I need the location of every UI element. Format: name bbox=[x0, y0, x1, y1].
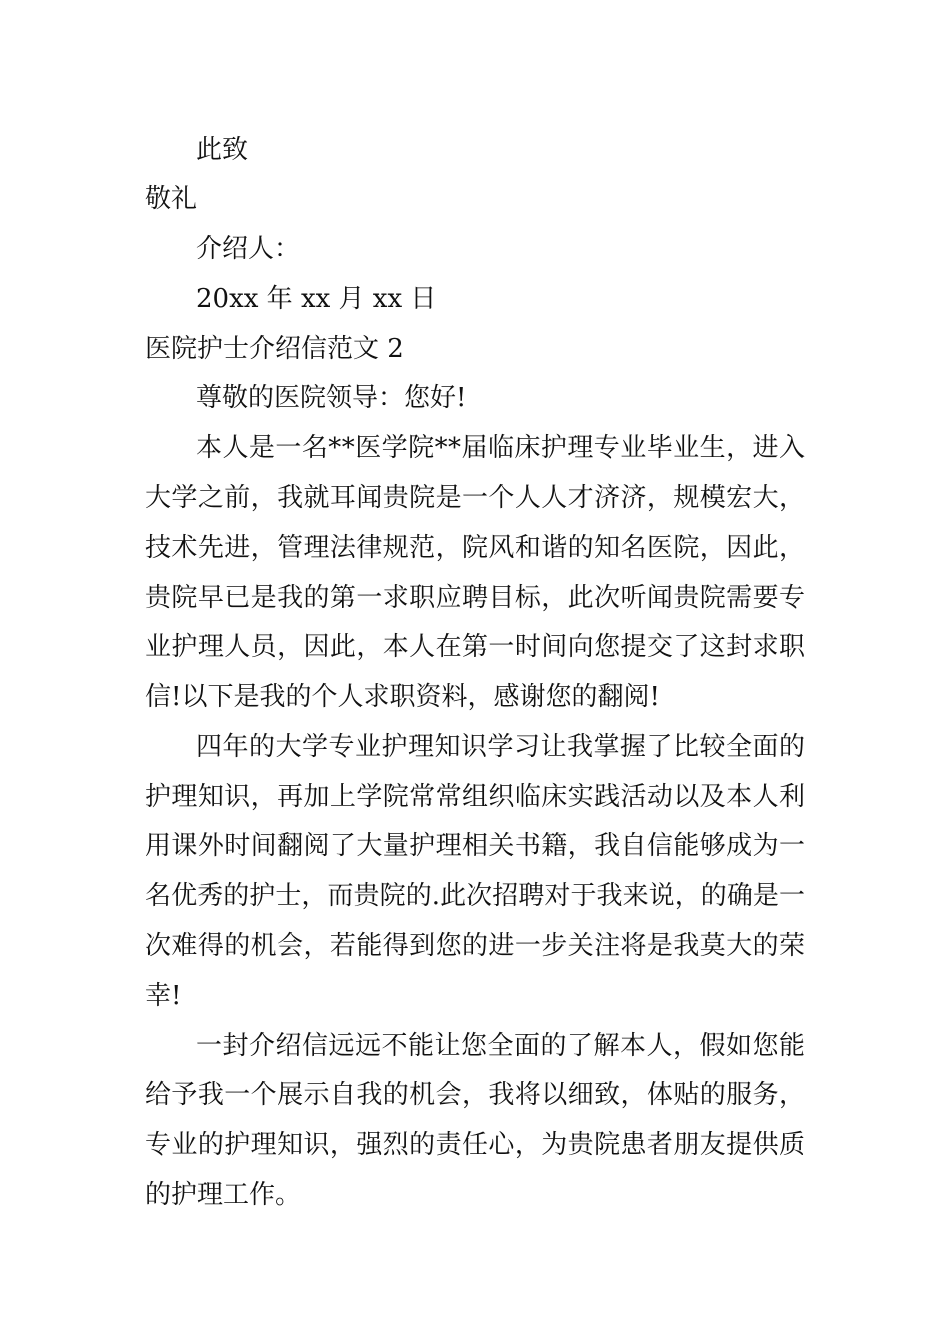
para1-line: 贵院早已是我的第一求职应聘目标，此次听闻贵院需要专 bbox=[145, 583, 806, 613]
para3-line: 给予我一个展示自我的机会，我将以细致，体贴的服务， bbox=[145, 1080, 806, 1110]
section-title: 医院护士介绍信范文 2 bbox=[145, 334, 404, 364]
para1-line: 本人是一名**医学院**届临床护理专业毕业生，进入 bbox=[196, 433, 806, 463]
closing-salutation: 此致 bbox=[196, 135, 249, 165]
para1-line: 信!以下是我的个人求职资料，感谢您的翻阅! bbox=[145, 682, 660, 712]
para3-line: 的护理工作。 bbox=[145, 1180, 302, 1210]
para2-line: 用课外时间翻阅了大量护理相关书籍，我自信能够成为一 bbox=[145, 831, 806, 861]
letter-greeting: 尊敬的医院领导：您好! bbox=[196, 383, 467, 413]
para2-line: 名优秀的护士，而贵院的.此次招聘对于我来说，的确是一 bbox=[145, 881, 806, 911]
para2-line: 护理知识，再加上学院常常组织临床实践活动以及本人利 bbox=[145, 782, 806, 812]
para2-line: 幸! bbox=[145, 981, 182, 1011]
para1-line: 业护理人员，因此，本人在第一时间向您提交了这封求职 bbox=[145, 632, 806, 662]
letter-date: 20xx 年 xx 月 xx 日 bbox=[196, 284, 437, 314]
para1-line: 大学之前，我就耳闻贵院是一个人人才济济，规模宏大， bbox=[145, 483, 806, 513]
para2-line: 四年的大学专业护理知识学习让我掌握了比较全面的 bbox=[196, 732, 806, 762]
introducer-label: 介绍人： bbox=[196, 234, 301, 264]
para3-line: 专业的护理知识，强烈的责任心，为贵院患者朋友提供质 bbox=[145, 1130, 806, 1160]
closing-regards: 敬礼 bbox=[145, 184, 198, 214]
para3-line: 一封介绍信远远不能让您全面的了解本人，假如您能 bbox=[196, 1031, 806, 1061]
para2-line: 次难得的机会，若能得到您的进一步关注将是我莫大的荣 bbox=[145, 931, 806, 961]
para1-line: 技术先进，管理法律规范，院风和谐的知名医院，因此， bbox=[145, 533, 806, 563]
